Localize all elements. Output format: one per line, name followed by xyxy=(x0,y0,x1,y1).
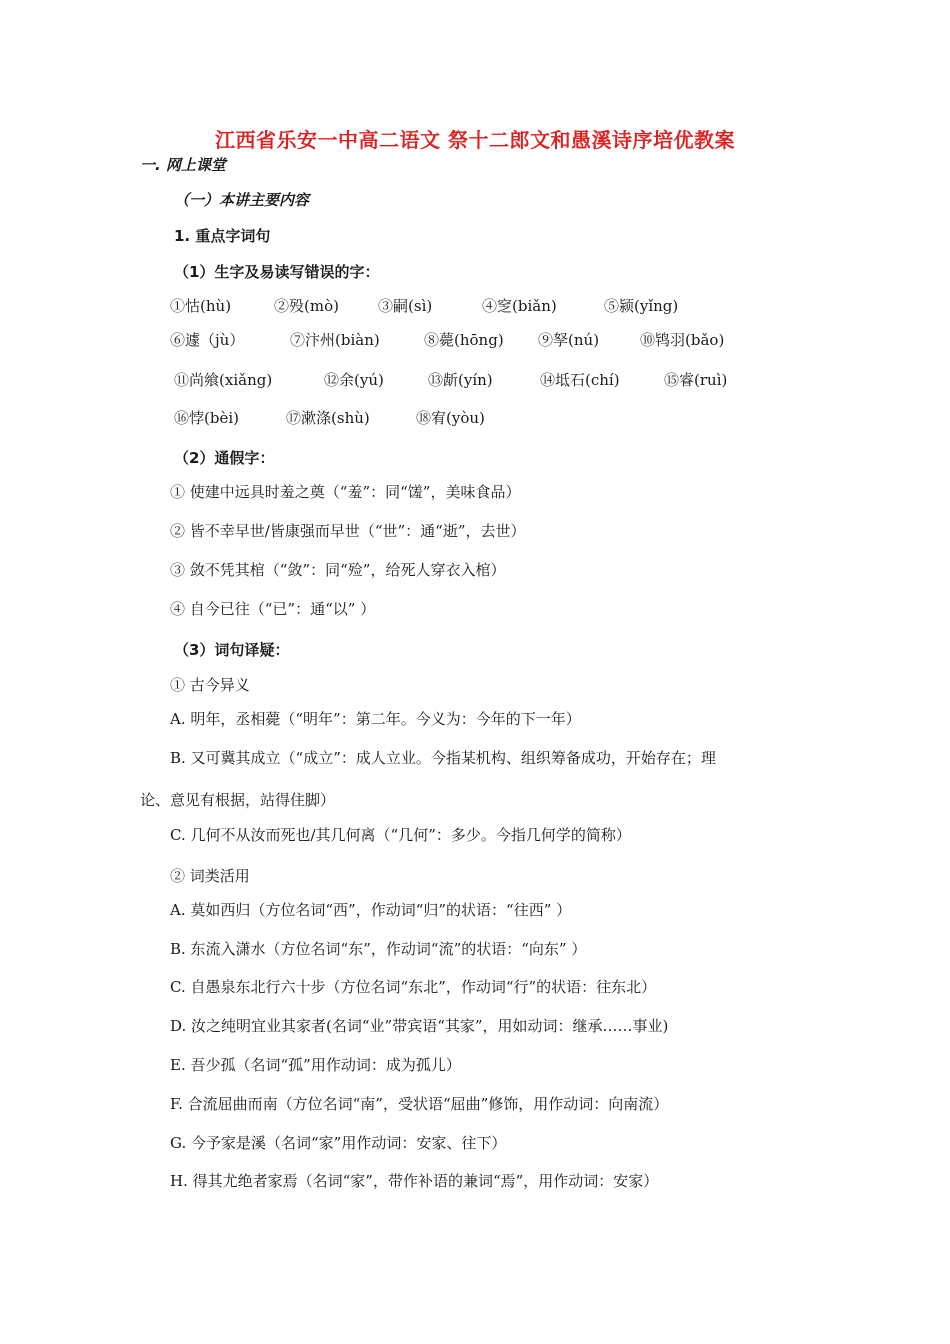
char-item: ⑰漱涤(shù) xyxy=(286,409,370,427)
subpoint-heading-tongjia: （2）通假字： xyxy=(174,449,275,467)
char-item: ③嗣(sì) xyxy=(378,297,433,315)
char-item: ⑭坻石(chí) xyxy=(540,371,620,389)
huoyong-item: E. 吾少孤（名词“孤”用作动词：成为孤儿） xyxy=(170,1056,461,1074)
char-item: ⑫余(yú) xyxy=(324,371,384,389)
tongjia-item: ③ 敛不凭其棺（“敛”：同“殓”，给死人穿衣入棺） xyxy=(170,561,506,579)
char-item: ⑦汴州(biàn) xyxy=(290,331,380,349)
subpoint-heading-chars: （1）生字及易读写错误的字： xyxy=(174,263,380,281)
char-item: ⑤颍(yǐng) xyxy=(604,297,679,315)
char-item: ⑪尚飨(xiǎng) xyxy=(174,371,273,389)
subpoint-heading-yiyi: （3）词句译疑： xyxy=(174,641,290,659)
char-item: ⑧薨(hōng) xyxy=(424,331,504,349)
tongjia-item: ② 皆不幸早世/皆康强而早世（“世”：通“逝”，去世） xyxy=(170,522,526,540)
char-item: ⑮睿(ruì) xyxy=(664,371,728,389)
huoyong-item: B. 东流入潇水（方位名词“东”，作动词“流”的状语：“向东” ） xyxy=(170,940,587,958)
guyi-item: C. 几何不从汝而死也/其几何离（“几何”：多少。今指几何学的简称） xyxy=(170,826,631,844)
huoyong-item: F. 合流屈曲而南（方位名词“南”，受状语“屈曲”修饰，用作动词：向南流） xyxy=(170,1095,669,1113)
char-item: ⑬龂(yín) xyxy=(428,371,493,389)
huoyong-item: G. 今予家是溪（名词“家”用作动词：安家、往下） xyxy=(170,1134,507,1152)
huoyong-heading: ② 词类活用 xyxy=(170,867,250,885)
char-item: ⑯悖(bèi) xyxy=(174,409,239,427)
char-item: ⑥遽（jù） xyxy=(170,331,245,349)
char-item: ⑩鸨羽(bǎo) xyxy=(640,331,725,349)
guyi-item: B. 又可冀其成立（“成立”：成人立业。今指某机构、组织筹备成功，开始存在；理 xyxy=(170,749,716,767)
huoyong-item: D. 汝之纯明宜业其家者(名词“业”带宾语“其家”，用如动词：继承……事业) xyxy=(170,1017,669,1035)
tongjia-item: ① 使建中远具时羞之奠（“羞”：同“馐”，美味食品） xyxy=(170,483,521,501)
char-item: ⑱宥(yòu) xyxy=(416,409,485,427)
section-heading: 一. 网上课堂 xyxy=(140,156,226,174)
char-item: ②殁(mò) xyxy=(274,297,339,315)
huoyong-item: A. 莫如西归（方位名词“西”，作动词“归”的状语：“往西” ） xyxy=(170,901,572,919)
guyi-item-continued: 论、意见有根据，站得住脚） xyxy=(140,791,336,809)
char-item: ①怙(hù) xyxy=(170,297,232,315)
guyi-heading: ① 古今异义 xyxy=(170,676,250,694)
char-item: ④窆(biǎn) xyxy=(482,297,557,315)
point-heading: 1. 重点字词句 xyxy=(174,227,271,245)
char-item: ⑨孥(nú) xyxy=(538,331,600,349)
document-title: 江西省乐安一中高二语文 祭十二郎文和愚溪诗序培优教案 xyxy=(215,128,735,152)
tongjia-item: ④ 自今已往（“已”：通“以” ） xyxy=(170,600,376,618)
subsection-heading: （一）本讲主要内容 xyxy=(174,191,310,209)
guyi-item: A. 明年，丞相薨（“明年”：第二年。今义为：今年的下一年） xyxy=(170,710,581,728)
huoyong-item: H. 得其尤绝者家焉（名词“家”，带作补语的兼词“焉”，用作动词：安家） xyxy=(170,1172,659,1190)
huoyong-item: C. 自愚泉东北行六十步（方位名词“东北”，作动词“行”的状语：往东北） xyxy=(170,978,657,996)
